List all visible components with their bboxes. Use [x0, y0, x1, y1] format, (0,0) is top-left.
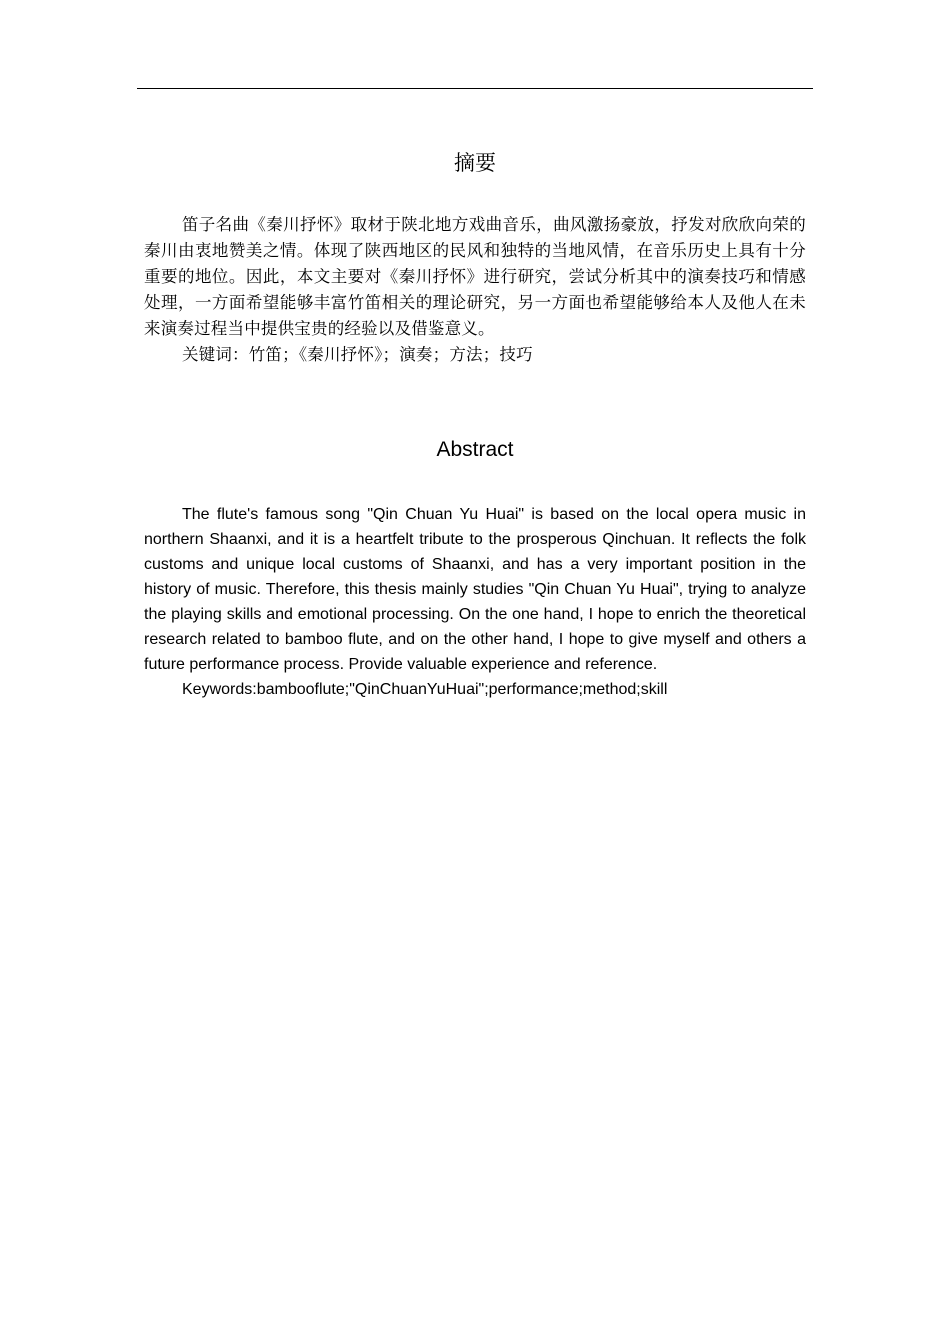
abstract-cn-title: 摘要 — [454, 151, 496, 175]
abstract-en-title: Abstract — [436, 438, 514, 461]
header-rule — [137, 88, 813, 89]
abstract-cn-section — [144, 212, 806, 368]
abstract-en-keywords: Keywords:bambooflute;"QinChuanYuHuai";performance;method;skill — [182, 681, 668, 698]
abstract-cn-body: 笛子名曲《秦川抒怀》取材于陕北地方戏曲音乐，曲风激扬豪放，抒发对欣欣向荣的秦川由衷地赞美之情。体现了陕西地区的民风和独特的当地风情，在音乐历史上具有十分重要的地位。因此，本文主要对《秦川抒怀》进行研究，尝试分析其中的演奏技巧和情感处理，一方面希望能够丰富竹笛相关的理论研究，另一方面也希望能够给本人及他人在未来演奏过程当中提供宝贵的经验以及借鉴意义。 — [144, 215, 806, 338]
abstract-cn-keywords: 关键词：竹笛；《秦川抒怀》；演奏；方法；技巧 — [181, 345, 533, 364]
abstract-en-body: The flute's famous song "Qin Chuan Yu Huai" is based on the local opera music in northern Shaanxi, and it is a heartfelt tribute to the prosperous Qinchuan. It reflects the folk customs and unique local customs of Shaanxi, and has a very important position in the history of music. Therefore, this thesis mainly studies "Qin Chuan Yu Huai", trying to analyze the playing skills and emotional processing. On the one hand, I hope to enrich the theoretical research related to bamboo flute, and on the other hand, I hope to give myself and others a future performance process. Provide valuable experience and reference. — [144, 506, 806, 673]
abstract-en-section — [144, 502, 806, 702]
